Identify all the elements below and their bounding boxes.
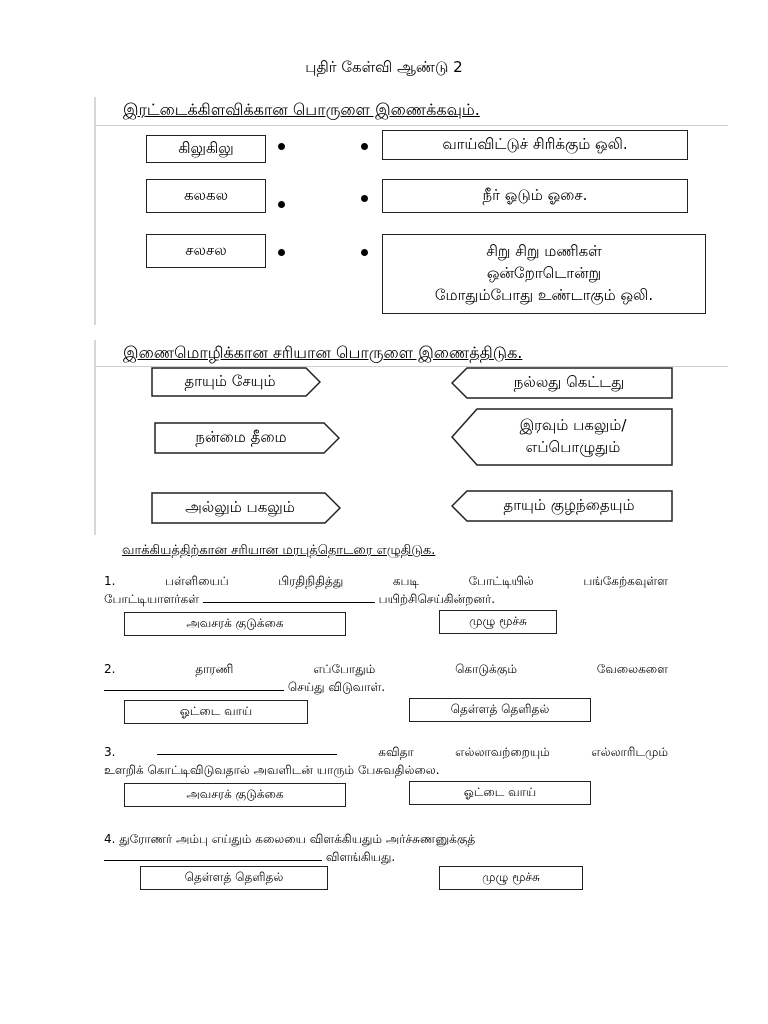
left-term-box: கலகல (146, 179, 266, 213)
left-arrow-tag (151, 367, 321, 397)
meaning-line: ஒன்றோடொன்று (486, 264, 602, 283)
q-word: கவிதா (378, 745, 414, 759)
q-word: பள்ளியைப் (165, 574, 229, 588)
question-1 (104, 572, 668, 608)
question-4 (104, 830, 668, 866)
q-word: பிரதிநிதித்து (278, 574, 344, 588)
q-word: வேலைகளை (596, 662, 668, 676)
tag-label: தாயும் குழந்தையும் (503, 496, 635, 515)
option-box[interactable]: தெள்ளத் தெளிதல் (409, 698, 591, 722)
q-word: தாரணி (195, 662, 234, 676)
right-meaning-box: நீர் ஓடும் ஓசை. (382, 179, 688, 213)
question-line (104, 743, 668, 761)
q-word: எப்போதும் (313, 662, 376, 676)
option-box[interactable]: ஓட்டை வாய் (124, 700, 308, 724)
meaning-line: மோதும்போது உண்டாகும் ஒலி. (434, 285, 654, 304)
section-heading: இரட்டைக்கிளவிக்கான பொருளை இணைக்கவும். (123, 100, 480, 119)
option-box[interactable]: அவசரக் குடுக்கை (124, 612, 346, 636)
q-text: போட்டியாளர்கள் (104, 592, 199, 606)
left-term-box: சலசல (146, 234, 266, 268)
option-box[interactable]: முழு மூச்சு (439, 866, 583, 890)
q-text: 4. துரோணர் அம்பு எய்தும் கலையை விளக்கியதும் அர்ச்சுணனுக்குத் (104, 832, 476, 846)
match-dot[interactable] (361, 143, 368, 150)
question-line (104, 678, 668, 696)
q-text: பயிற்சிசெய்கின்றனர். (378, 592, 496, 606)
right-arrow-tag (451, 490, 673, 522)
q-word: போட்டியில் (468, 574, 534, 588)
right-arrow-tag (451, 408, 673, 466)
question-2 (104, 660, 668, 696)
question-line (104, 660, 668, 678)
section-heading: வாக்கியத்திற்கான சரியான மரபுத்தொடரை எழுதிடுக. (122, 543, 436, 558)
question-3 (104, 743, 668, 779)
option-box[interactable]: அவசரக் குடுக்கை (124, 783, 346, 807)
q-text: விளங்கியது. (325, 850, 396, 864)
q-word: கொடுக்கும் (455, 662, 517, 676)
question-line (104, 830, 668, 848)
answer-blank[interactable] (157, 743, 337, 755)
tag-label: தாயும் சேயும் (184, 372, 276, 391)
q-word: 2. (104, 662, 116, 676)
tag-line: இரவும் பகலும்/ (519, 416, 627, 435)
question-line (104, 590, 668, 608)
matching-section-idiom-pairs (94, 340, 728, 535)
q-word: எல்லாரிடமும் (591, 745, 668, 759)
meaning-line: சிறு சிறு மணிகள் (486, 242, 602, 261)
tag-label (451, 408, 673, 466)
q-text: செய்து விடுவாள். (287, 680, 386, 694)
answer-blank[interactable] (203, 591, 375, 603)
fill-in-idioms-section (94, 540, 726, 900)
right-meaning-box-multiline (382, 234, 706, 314)
match-dot[interactable] (361, 195, 368, 202)
answer-blank[interactable] (104, 849, 322, 861)
question-line (104, 572, 668, 590)
section-heading: இணைமொழிக்கான சரியான பொருளை இணைத்திடுக. (123, 343, 523, 362)
q-word: 3. (104, 745, 116, 759)
answer-blank[interactable] (104, 679, 284, 691)
q-word: பங்கேற்கவுள்ள (583, 574, 668, 588)
tag-label: அல்லும் பகலும் (185, 498, 295, 517)
q-word: 1. (104, 574, 116, 588)
tag-label: நல்லது கெட்டது (513, 373, 625, 392)
section-divider (96, 125, 728, 126)
q-word: கபடி (392, 574, 420, 588)
right-meaning-box: வாய்விட்டுச் சிரிக்கும் ஒலி. (382, 130, 688, 160)
q-word: எல்லாவற்றையும் (455, 745, 550, 759)
tag-line: எப்பொழுதும் (525, 438, 621, 456)
matching-section-reduplication (94, 97, 728, 325)
right-arrow-tag (451, 367, 673, 399)
q-text: உளறிக் கொட்டிவிடுவதால் அவளிடன் யாரும் பேசுவதில்லை. (104, 763, 440, 777)
match-dot[interactable] (278, 249, 285, 256)
question-line (104, 848, 668, 866)
left-term-box: கிலுகிலு (146, 135, 266, 163)
match-dot[interactable] (361, 249, 368, 256)
page-title: புதிர் கேள்வி ஆண்டு 2 (305, 58, 463, 76)
tag-label: நன்மை தீமை (195, 428, 287, 447)
match-dot[interactable] (278, 143, 285, 150)
option-box[interactable]: முழு மூச்சு (439, 610, 557, 634)
option-box[interactable]: ஓட்டை வாய் (409, 781, 591, 805)
question-line (104, 761, 668, 779)
option-box[interactable]: தெள்ளத் தெளிதல் (140, 866, 328, 890)
left-arrow-tag (151, 492, 341, 524)
left-arrow-tag (154, 422, 340, 454)
match-dot[interactable] (278, 201, 285, 208)
